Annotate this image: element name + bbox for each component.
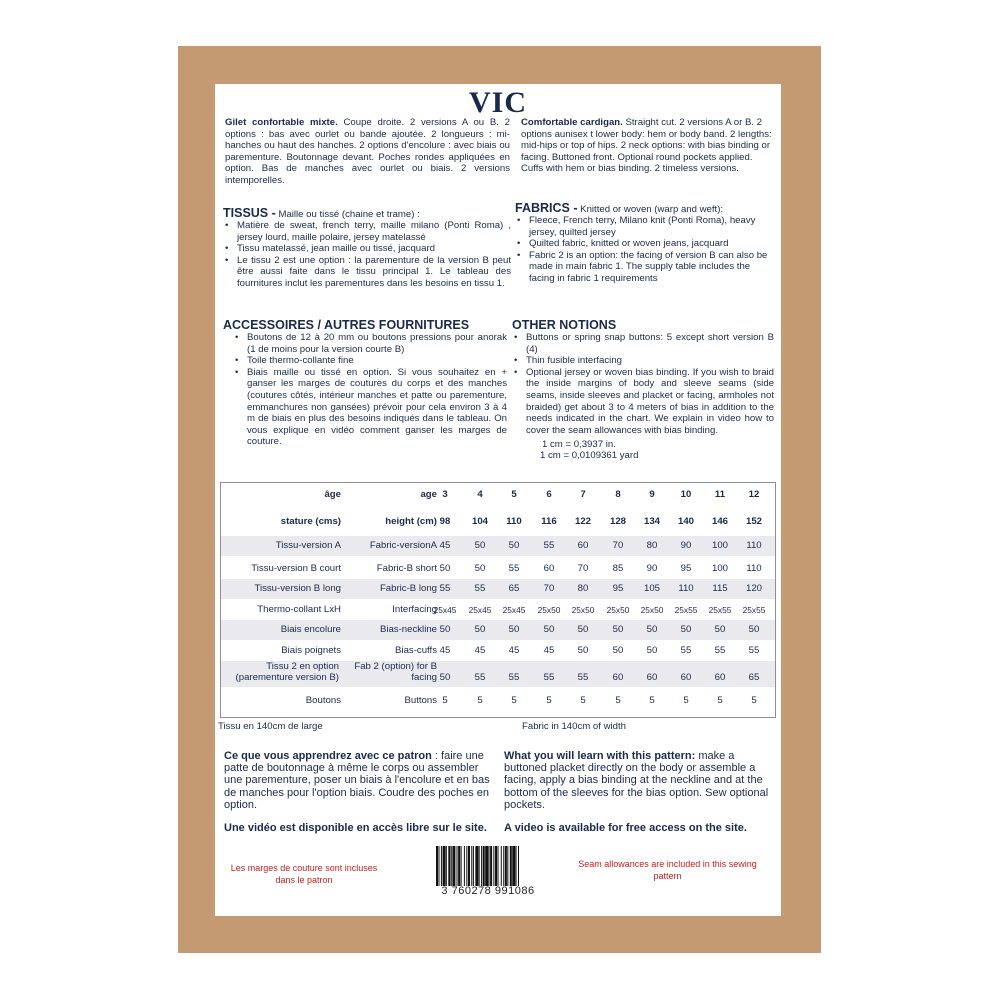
table-cell: 60 (612, 672, 624, 683)
row-label-fr: Tissu-version B long (254, 583, 341, 594)
table-cell: 45 (474, 645, 486, 656)
header-age-en: age (420, 489, 437, 500)
table-cell: 55 (543, 540, 555, 551)
row-label-en: Fabric-versionA (369, 540, 437, 551)
tissus-subheading: Maille ou tissé (chaine et trame) : (275, 209, 420, 220)
tissus-item: • Tissu matelassé, jean maille ou tissé, jacquard (223, 243, 511, 255)
table-cell: 45 (508, 645, 520, 656)
row-label-fr: Tissu-version B court (251, 563, 341, 574)
table-cell: 5 (683, 695, 689, 706)
height-value: 110 (506, 516, 522, 527)
table-cell: 25x55 (674, 605, 698, 615)
table-cell: 50 (474, 540, 486, 551)
table-cell: 120 (745, 583, 762, 594)
learn-fr-paragraph (224, 750, 494, 811)
fr-intro-bold: Gilet confortable mixte. (225, 117, 338, 128)
table-cell: 50 (577, 624, 589, 635)
age-value: 5 (511, 489, 517, 500)
accessoires-section (223, 318, 507, 448)
table-row (221, 661, 775, 687)
table-cell: 100 (711, 540, 728, 551)
table-cell: 80 (646, 540, 658, 551)
table-cell: 50 (748, 624, 760, 635)
header-stature-fr: stature (cms) (280, 516, 341, 527)
height-value: 140 (677, 516, 694, 527)
table-cell: 70 (612, 540, 624, 551)
table-cell: 5 (751, 695, 757, 706)
age-value: 11 (714, 489, 726, 500)
table-cell: 110 (746, 563, 762, 574)
notions-heading: OTHER NOTIONS (512, 318, 617, 332)
accessoires-item: • Toile thermo-collante fine (233, 355, 507, 367)
accessoires-heading: ACCESSOIRES / AUTRES FOURNITURES (223, 318, 470, 332)
age-value: 7 (580, 489, 586, 500)
table-cell: 90 (680, 540, 692, 551)
table-cell: 110 (678, 583, 694, 594)
height-value: 152 (745, 516, 762, 527)
fabrics-item: • Fabric 2 is an option: the facing of version B can also be made in main fabric 1. The supply table includes the facing in fabric 1 requirements (515, 250, 775, 285)
accessoires-item: • Boutons de 12 à 20 mm ou boutons pressions pour anorak (1 de moins pour la version courte B) (233, 332, 507, 355)
table-cell: 55 (680, 645, 692, 656)
row-label-fr: Biais encolure (280, 624, 341, 635)
row-label-en: Interfacing (392, 604, 437, 615)
accessoires-item: • Biais maille ou tissé en option. Si vous souhaitez en + ganser les marges de coutures du corps et des manches (coutures côtés, intérieur manches et patte ou parementure, emmanchures non gansées) prévoir pour cela environ 3 à 4 m de biais en plus des besoins indiqués dans le tableau. On vous explique en vidéo comment ganser les marges de couture. (233, 367, 507, 448)
learn-fr-text: : faire une patte de boutonnage à même le corps ou assembler une parementure, poser un biais à l'encolure et en bas de manches pour l'option biais. Coudre des poches en option. (224, 750, 490, 811)
table-row (221, 600, 775, 620)
tissus-heading: TISSUS - (223, 206, 276, 220)
table-cell: 50 (680, 624, 692, 635)
table-cell: 80 (577, 583, 589, 594)
table-cell: 25x45 (468, 605, 492, 615)
table-cell: 50 (508, 540, 520, 551)
learn-en-text: make a buttoned placket directly on the body or assemble a facing, apply a bias binding at the neckline and at the bottom of the sleeves for the bias option. Sew optional pockets. (504, 750, 769, 811)
table-cell: 85 (612, 563, 624, 574)
table-row (221, 692, 775, 710)
row-label-en: Fabric-B short (376, 563, 437, 574)
table-cell: 5 (546, 695, 552, 706)
table-cell: 55 (543, 672, 555, 683)
table-cell: 50 (439, 624, 451, 635)
table-cell: 45 (439, 645, 451, 656)
learn-fr-bold: Ce que vous apprendrez avec ce patron (224, 750, 432, 762)
table-header-height-row (221, 516, 775, 530)
learn-en-paragraph (504, 750, 772, 811)
tissus-section (223, 206, 511, 290)
fabrics-item: • Fleece, French terry, Milano knit (Ponti Roma), heavy jersey, quilted jersey (515, 215, 775, 238)
tissus-item: • Le tissu 2 est une option : la parementure de la version B peut être aussi faite dans le tissu principal 1. Le tableau des fournitures inclut les parementures dans les besoins en tissu 1. (223, 255, 511, 290)
en-intro-paragraph (521, 117, 775, 175)
video-note-en: A video is available for free access on the site. (504, 822, 747, 834)
table-cell: 5 (649, 695, 655, 706)
age-value: 4 (477, 489, 483, 500)
table-cell: 95 (612, 583, 624, 594)
table-cell: 115 (712, 583, 728, 594)
table-cell: 5 (580, 695, 586, 706)
learn-en-bold: What you will learn with this pattern: (504, 750, 696, 762)
height-value: 134 (643, 516, 660, 527)
table-cell: 25x45 (433, 605, 457, 615)
age-value: 10 (680, 489, 692, 500)
row-label-en: Fabric-B long (379, 583, 437, 594)
table-cell: 60 (543, 563, 555, 574)
table-cell: 60 (577, 540, 589, 551)
fabrics-section (515, 201, 775, 285)
table-cell: 50 (439, 563, 451, 574)
table-cell: 110 (746, 540, 762, 551)
row-label-fr: Thermo-collant LxH (257, 604, 341, 615)
table-cell: 50 (714, 624, 726, 635)
tissus-item: • Matière de sweat, french terry, maille milano (Ponti Roma) , jersey lourd, maille polaire, jersey matelassé (223, 220, 511, 243)
height-value: 122 (574, 516, 591, 527)
table-cell: 45 (543, 645, 555, 656)
conversion-yards: 1 cm = 0,0109361 yard (540, 449, 639, 461)
pattern-label-card (215, 84, 781, 916)
table-cell: 5 (477, 695, 483, 706)
table-header-age-row (221, 489, 775, 503)
table-cell: 95 (680, 563, 692, 574)
table-cell: 55 (508, 563, 520, 574)
table-cell: 50 (577, 645, 589, 656)
height-value: 98 (439, 516, 451, 527)
table-cell: 70 (543, 583, 555, 594)
notions-item: • Buttons or spring snap buttons: 5 except short version B (4) (512, 332, 774, 355)
table-row (221, 559, 775, 579)
table-row (221, 536, 775, 556)
fr-intro-text: Coupe droite. 2 versions A ou B. 2 options : bas avec ourlet ou bande ajoutée. 2 longueurs : mi-hanches ou haut des hanches. 2 options d'encolure : avec biais ou parementure. Boutonnage devant. Poches rondes appliquées en option. Bas de manches avec ourlet ou biais. 2 versions intemporelles. (225, 117, 510, 186)
table-row (221, 641, 775, 661)
table-cell: 55 (508, 672, 520, 683)
notions-item: • Thin fusible interfacing (512, 355, 774, 367)
table-row (221, 620, 775, 640)
conversion-inches: 1 cm = 0,3937 in. (542, 439, 616, 451)
row-label-en: Buttons (404, 695, 437, 706)
table-cell: 25x55 (742, 605, 766, 615)
table-row (221, 579, 775, 599)
table-cell: 60 (680, 672, 692, 683)
row-label-en: Bias-cuffs (395, 645, 437, 656)
age-value: 9 (649, 489, 655, 500)
table-cell: 105 (643, 583, 660, 594)
width-note-fr: Tissu en 140cm de large (218, 721, 323, 732)
table-cell: 55 (748, 645, 760, 656)
supply-table (220, 482, 776, 718)
row-label-fr: Tissu 2 en option (parementure version B) (235, 661, 339, 683)
table-cell: 25x55 (708, 605, 732, 615)
pattern-title: VIC (468, 86, 527, 119)
table-cell: 55 (474, 672, 486, 683)
age-value: 8 (615, 489, 621, 500)
seam-allowance-note-en: Seam allowances are included in this sewing pattern (578, 859, 757, 881)
table-cell: 50 (474, 624, 486, 635)
row-label-fr: Boutons (305, 695, 341, 706)
table-cell: 25x50 (571, 605, 595, 615)
table-cell: 90 (646, 563, 658, 574)
header-age-fr: âge (324, 489, 341, 500)
table-cell: 45 (439, 540, 451, 551)
age-value: 6 (546, 489, 552, 500)
en-intro-text: Straight cut. 2 versions A or B. 2 options aunisex t lower body: hem or body band. 2 lengths: mid-hips or top of hips. 2 neck options: with bias binding or facing. Buttoned front. Optional round pockets applied. Cuffs with hem or bias binding. 2 timeless versions. (521, 117, 772, 175)
table-cell: 55 (474, 583, 486, 594)
table-cell: 25x50 (606, 605, 630, 615)
age-value: 3 (442, 489, 448, 500)
age-value: 12 (748, 489, 760, 500)
width-note-en: Fabric in 140cm of width (522, 721, 626, 732)
table-cell: 5 (717, 695, 723, 706)
row-label-fr: Biais poignets (281, 645, 341, 656)
table-cell: 50 (612, 645, 624, 656)
fr-intro-paragraph (225, 117, 510, 187)
table-cell: 55 (577, 672, 589, 683)
height-value: 128 (609, 516, 626, 527)
table-cell: 25x50 (640, 605, 664, 615)
notions-section (512, 318, 774, 461)
table-cell: 50 (474, 563, 486, 574)
table-cell: 70 (577, 563, 589, 574)
table-cell: 60 (646, 672, 658, 683)
row-label-en: Bias-neckline (379, 624, 437, 635)
table-cell: 65 (508, 583, 520, 594)
table-cell: 50 (543, 624, 555, 635)
table-cell: 50 (439, 672, 451, 683)
table-cell: 50 (612, 624, 624, 635)
table-cell: 55 (714, 645, 726, 656)
barcode-number: 3 760278 991086 (441, 885, 535, 897)
fabrics-subheading: Knitted or woven (warp and weft): (577, 204, 724, 215)
height-value: 104 (471, 516, 488, 527)
table-cell: 65 (748, 672, 760, 683)
barcode-image (436, 846, 541, 886)
header-height-en: height (cm) (385, 516, 437, 527)
notions-item: • Optional jersey or woven bias binding. If you wish to braid the inside margins of body and sleeve seams (side seams, inside sleeves and placket or facing, armholes not braided) get about 3 to 4 meters of bias in addition to the needs indicated in the chart. We explain in video how to cover the seam allowances with bias binding. (512, 367, 774, 437)
row-label-fr: Tissu-version A (275, 540, 341, 551)
video-note-fr: Une vidéo est disponible en accès libre sur le site. (224, 822, 487, 834)
table-cell: 25x50 (537, 605, 561, 615)
table-cell: 50 (508, 624, 520, 635)
table-cell: 5 (511, 695, 517, 706)
table-cell: 55 (439, 583, 451, 594)
table-cell: 25x45 (502, 605, 526, 615)
table-cell: 60 (714, 672, 726, 683)
row-label-en: Fab 2 (option) for B facing (354, 661, 437, 683)
table-cell: 50 (646, 624, 658, 635)
fabrics-heading: FABRICS - (515, 201, 578, 215)
fabrics-item: • Quilted fabric, knitted or woven jeans, jacquard (515, 238, 775, 250)
table-cell: 50 (646, 645, 658, 656)
height-value: 116 (541, 516, 557, 527)
en-intro-bold: Comfortable cardigan. (521, 117, 623, 128)
seam-allowance-note-fr: Les marges de couture sont incluses dans le patron (230, 863, 378, 885)
table-cell: 5 (615, 695, 621, 706)
table-cell: 5 (442, 695, 448, 706)
table-cell: 100 (711, 563, 728, 574)
height-value: 146 (711, 516, 728, 527)
